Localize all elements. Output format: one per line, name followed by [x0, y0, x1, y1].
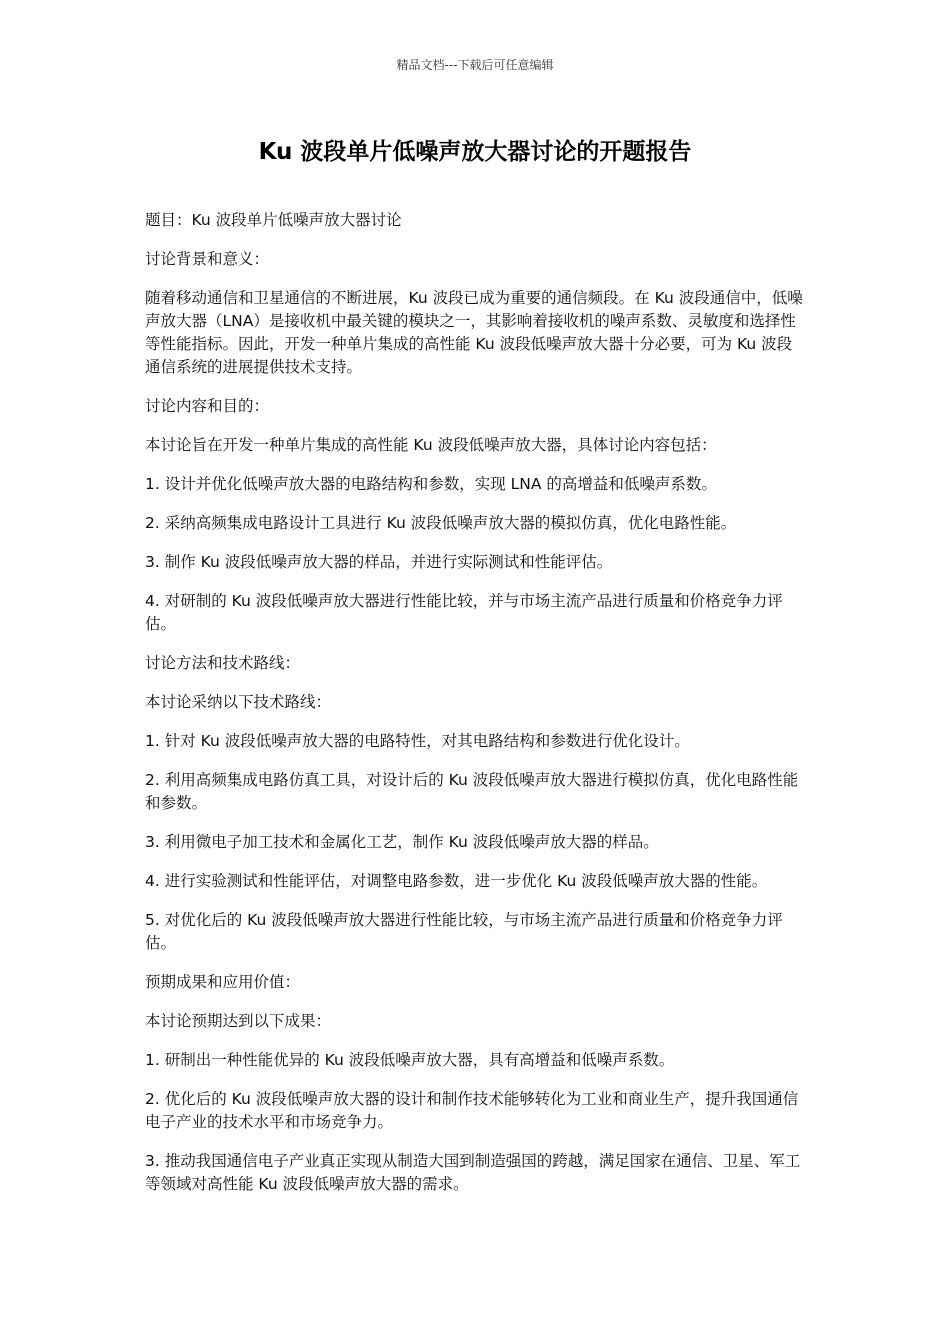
method-item-1: 1. 针对 Ku 波段低噪声放大器的电路特性，对其电路结构和参数进行优化设计。 [145, 732, 690, 750]
content-item-2: 2. 采纳高频集成电路设计工具进行 Ku 波段低噪声放大器的模拟仿真，优化电路性能。 [145, 514, 737, 532]
results-intro-paragraph: 本讨论预期达到以下成果： [145, 1012, 332, 1030]
section-heading-method: 讨论方法和技术路线： [145, 654, 301, 672]
section-heading-results: 预期成果和应用价值： [145, 973, 301, 991]
method-item-3: 3. 利用微电子加工技术和金属化工艺，制作 Ku 波段低噪声放大器的样品。 [145, 833, 659, 851]
topic-paragraph: 题目：Ku 波段单片低噪声放大器讨论 [145, 211, 402, 229]
page-title: Ku 波段单片低噪声放大器讨论的开题报告 [258, 139, 692, 165]
method-item-4: 4. 进行实验测试和性能评估，对调整电路参数，进一步优化 Ku 波段低噪声放大器的性能。 [145, 872, 768, 890]
results-item-2: 2. 优化后的 Ku 波段低噪声放大器的设计和制作技术能够转化为工业和商业生产，提升我国通信电子产业的技术水平和市场竞争力。 [145, 1090, 799, 1131]
method-item-5: 5. 对优化后的 Ku 波段低噪声放大器进行性能比较，与市场主流产品进行质量和价格竞争力评估。 [145, 911, 783, 952]
section-heading-content: 讨论内容和目的： [145, 397, 270, 415]
background-paragraph: 随着移动通信和卫星通信的不断进展，Ku 波段已成为重要的通信频段。在 Ku 波段通信中，低噪声放大器（LNA）是接收机中最关键的模块之一，其影响着接收机的噪声系数、灵敏度和选择性等性能指标。因此，开发一种单片集成的高性能 Ku 波段低噪声放大器十分必要，可为 Ku 波段通信系统的进展提供技术支持。 [145, 289, 803, 376]
content-item-1: 1. 设计并优化低噪声放大器的电路结构和参数，实现 LNA 的高增益和低噪声系数。 [145, 475, 717, 493]
content-item-3: 3. 制作 Ku 波段低噪声放大器的样品，并进行实际测试和性能评估。 [145, 553, 613, 571]
section-heading-background: 讨论背景和意义： [145, 250, 270, 268]
document-body [145, 209, 807, 1212]
method-item-2: 2. 利用高频集成电路仿真工具，对设计后的 Ku 波段低噪声放大器进行模拟仿真，优化电路性能和参数。 [145, 771, 799, 812]
results-item-3: 3. 推动我国通信电子产业真正实现从制造大国到制造强国的跨越，满足国家在通信、卫星、军工等领域对高性能 Ku 波段低噪声放大器的需求。 [145, 1152, 801, 1193]
method-intro-paragraph: 本讨论采纳以下技术路线： [145, 693, 332, 711]
header-note: 精品文档---下载后可任意编辑 [396, 58, 554, 72]
content-intro-paragraph: 本讨论旨在开发一种单片集成的高性能 Ku 波段低噪声放大器，具体讨论内容包括： [145, 436, 717, 454]
content-item-4: 4. 对研制的 Ku 波段低噪声放大器进行性能比较，并与市场主流产品进行质量和价格竞争力评估。 [145, 592, 783, 633]
results-item-1: 1. 研制出一种性能优异的 Ku 波段低噪声放大器，具有高增益和低噪声系数。 [145, 1051, 675, 1069]
